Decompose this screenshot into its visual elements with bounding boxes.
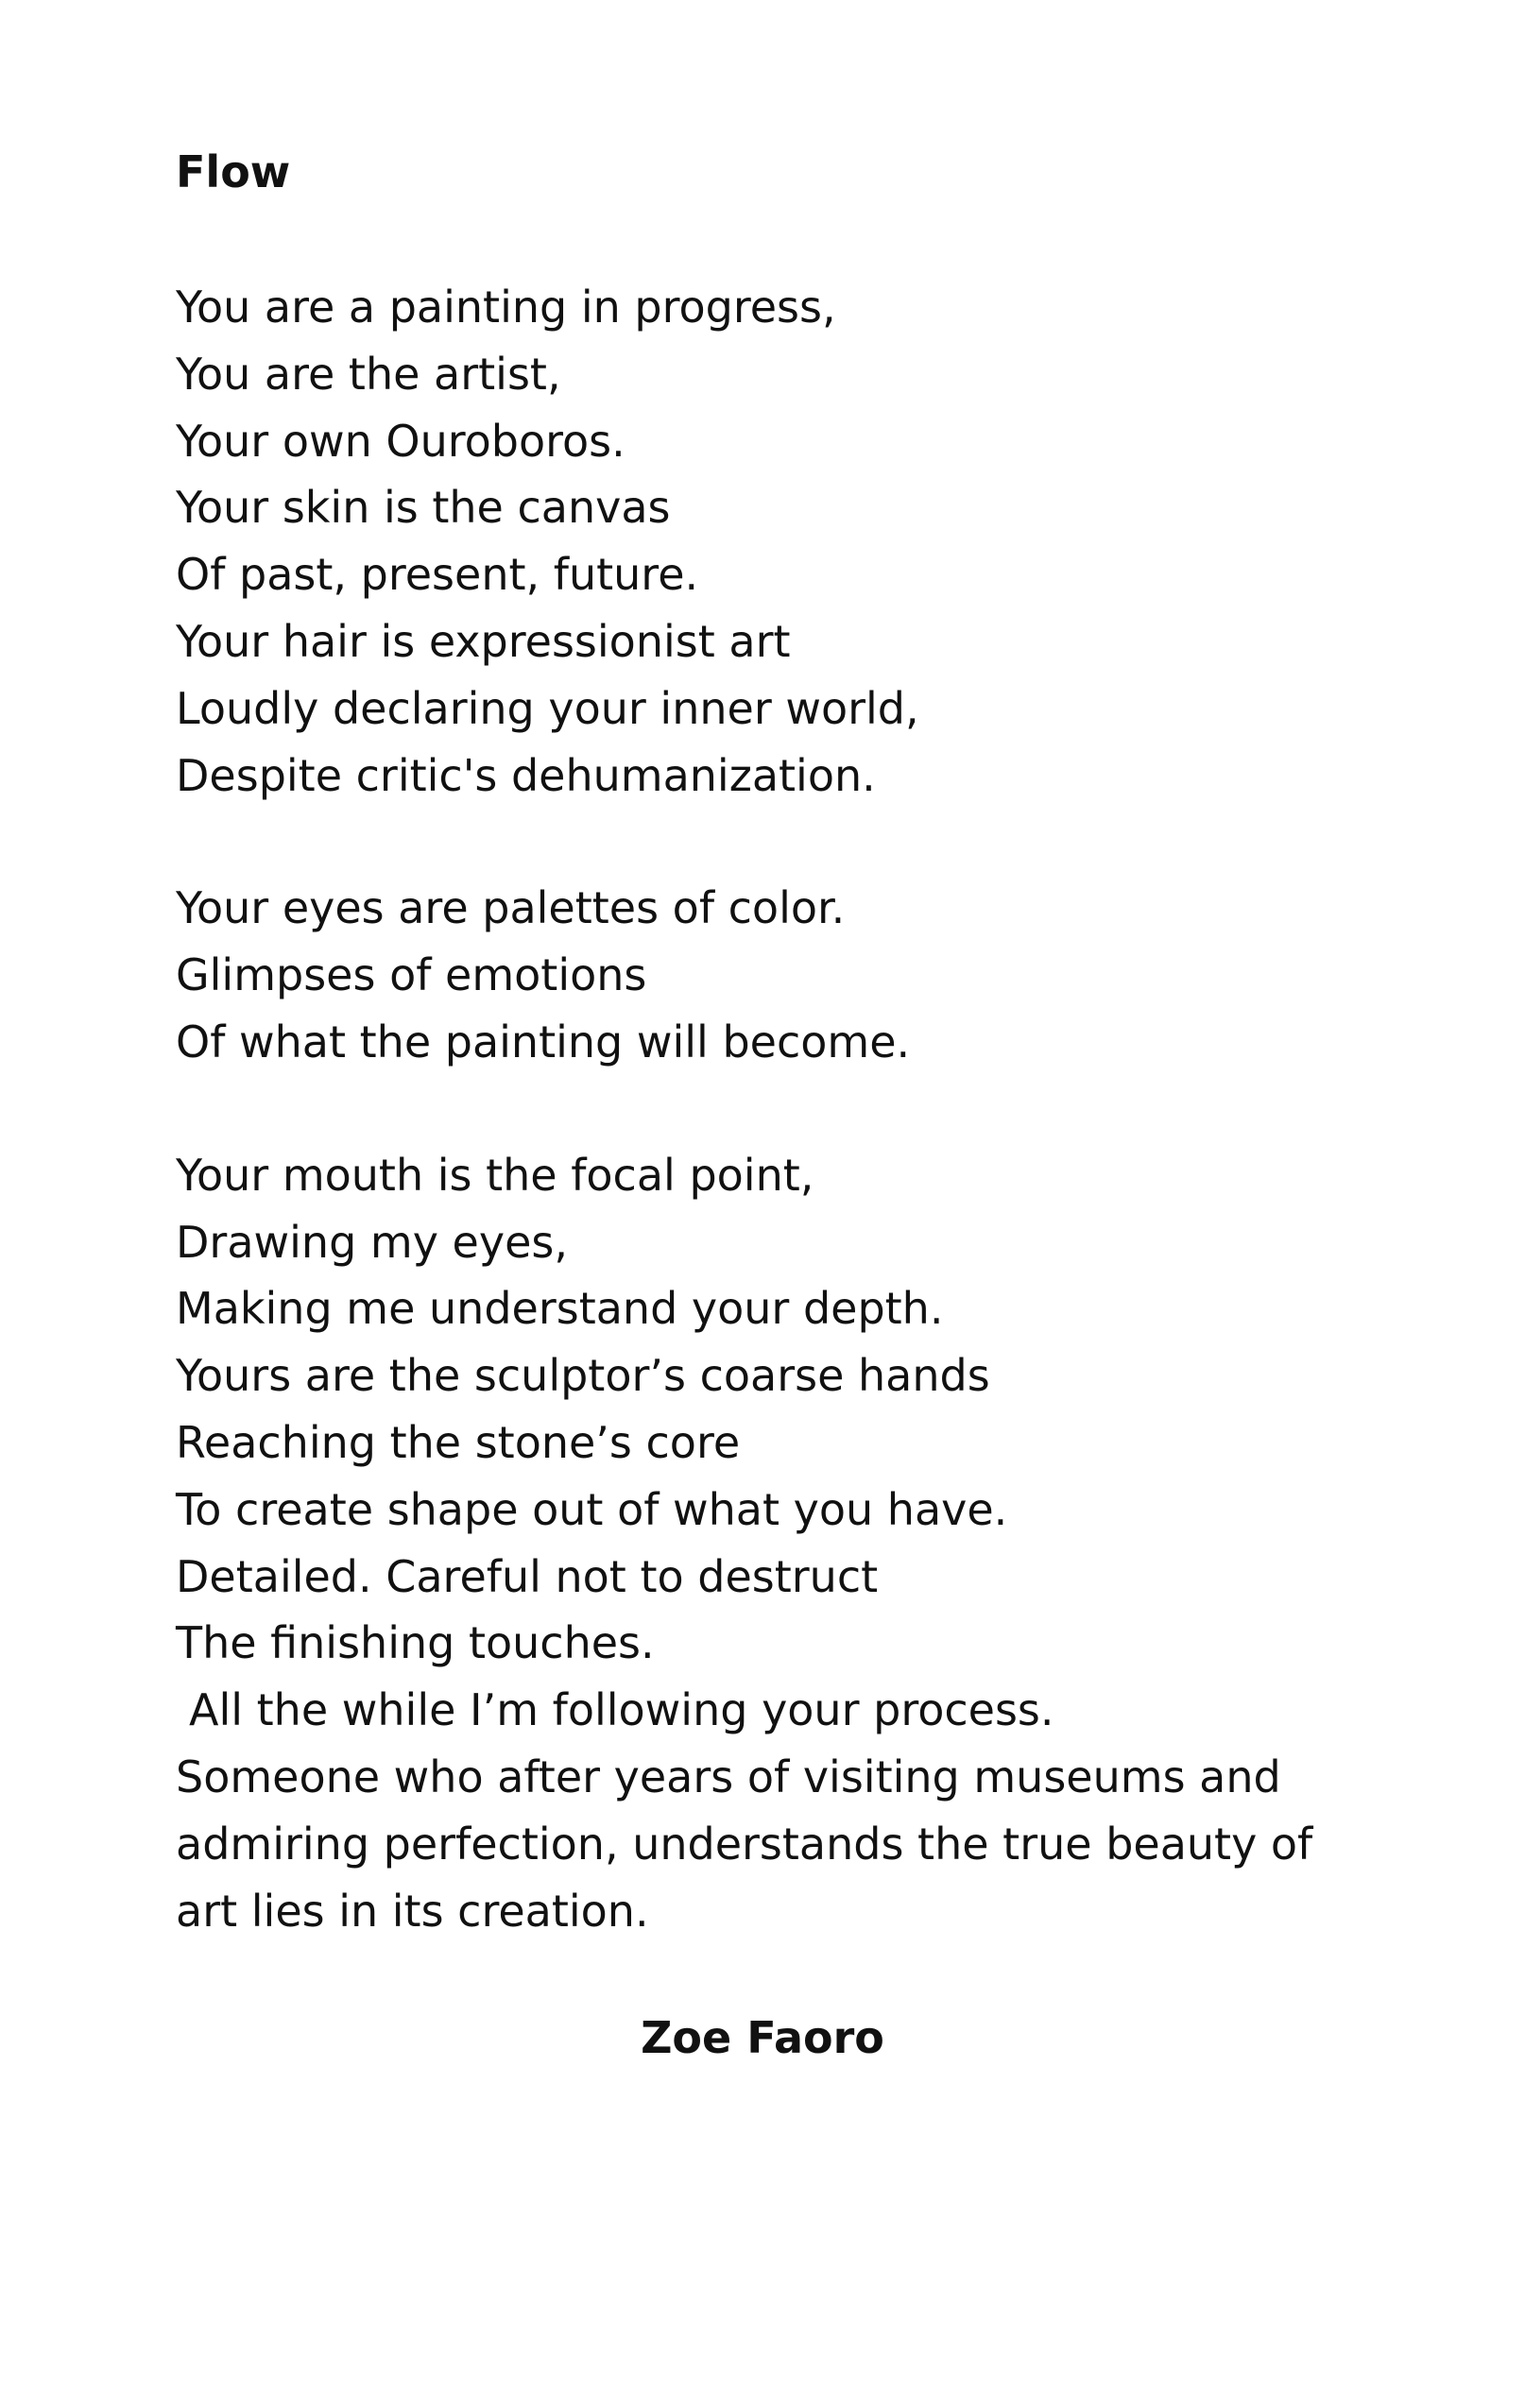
poem-line: You are the artist, — [176, 348, 561, 400]
poem-line: Your eyes are palettes of color. — [176, 882, 846, 934]
poem-line: The finishing touches. — [176, 1617, 655, 1669]
poem-line: Drawing my eyes, — [176, 1216, 568, 1268]
poem-line: Your hair is expressionist art — [176, 615, 791, 667]
poem-line: Your own Ouroboros. — [176, 415, 625, 467]
poem-title: Flow — [176, 146, 291, 197]
poem-line: Making me understand your depth. — [176, 1283, 944, 1335]
poem-line: admiring perfection, understands the true beauty of — [176, 1818, 1313, 1870]
poem-line: Reaching the stone’s core — [176, 1416, 741, 1468]
poem-body — [176, 274, 1404, 2010]
poem-line: Of past, present, future. — [176, 549, 699, 601]
poem-line: Loudly declaring your inner world, — [176, 682, 919, 734]
poem-line: Your mouth is the focal point, — [176, 1149, 814, 1201]
poem-line: You are a painting in progress, — [176, 282, 836, 333]
poem-line: Your skin is the canvas — [176, 482, 671, 534]
poem-line: Despite critic's dehumanization. — [176, 749, 876, 801]
poem-line: All the while I’m following your process. — [189, 1684, 1054, 1736]
author-name: Zoe Faoro — [641, 2012, 884, 2063]
poem-line: Of what the painting will become. — [176, 1016, 911, 1067]
poem-line: Detailed. Careful not to destruct — [176, 1550, 879, 1602]
poem-line: art lies in its creation. — [176, 1885, 649, 1937]
poem-line: Yours are the sculptor’s coarse hands — [176, 1350, 990, 1402]
poem-line: Glimpses of emotions — [176, 949, 647, 1001]
poem-line: Someone who after years of visiting museums and — [176, 1750, 1281, 1802]
stanza-2 — [176, 875, 1404, 1075]
stanza-3 — [176, 1142, 1404, 1945]
stanza-1 — [176, 274, 1404, 809]
poem-line: To create shape out of what you have. — [176, 1483, 1008, 1535]
